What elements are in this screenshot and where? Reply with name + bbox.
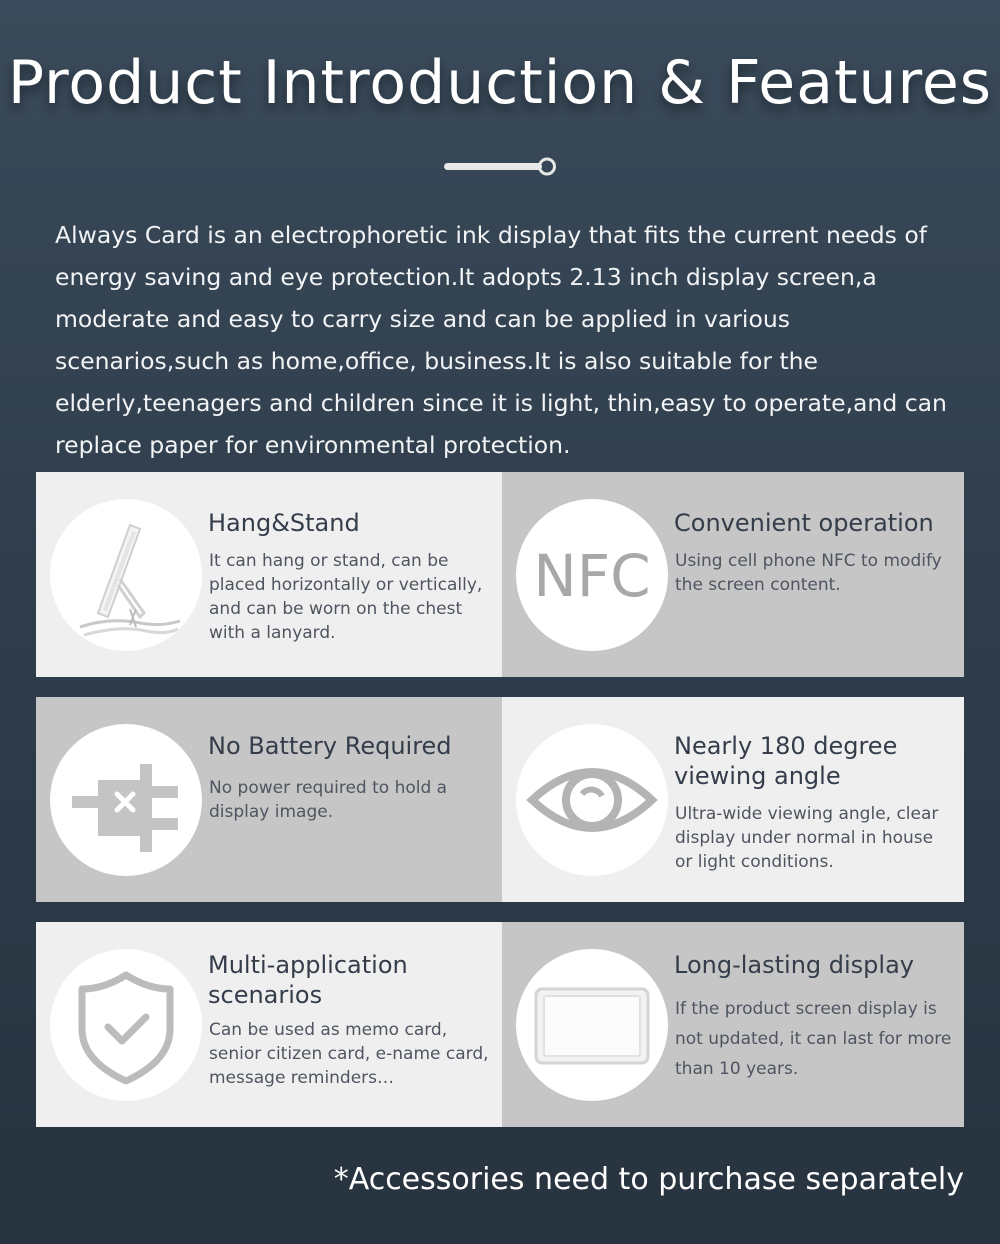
- accessories-note: *Accessories need to purchase separately: [333, 1162, 964, 1197]
- intro-paragraph: Always Card is an electrophoretic ink display that fits the current needs of energy saving and eye protection.It adopts 2.13 inch display screen,a moderate and easy to carry size and can be applied in various scenarios,such as home,office, business.It is also suitable for the elderly,teenagers and children since it is light, thin,easy to operate,and can replace paper for environmental protection.: [55, 221, 947, 459]
- display-screen-icon: [516, 949, 668, 1101]
- nfc-icon: [516, 499, 668, 651]
- feature-card-long-lasting: [502, 922, 964, 1127]
- feature-description: Ultra-wide viewing angle, clear display under normal in house or light conditions.: [675, 804, 939, 872]
- feature-card-hang-stand: [36, 472, 502, 677]
- no-power-plug-icon: [50, 724, 202, 876]
- feature-title: Nearly 180 degree viewing angle: [674, 732, 898, 790]
- feature-description: It can hang or stand, can be placed horizontally or vertically, and can be worn on the chest with a lanyard.: [209, 551, 483, 643]
- feature-card-multi-application: [36, 922, 502, 1127]
- feature-card-no-battery: [36, 697, 502, 902]
- feature-title: No Battery Required: [208, 732, 452, 760]
- feature-card-convenient-operation: [502, 472, 964, 677]
- feature-title: Long-lasting display: [674, 951, 914, 979]
- feature-description: If the product screen display is not updated, it can last for more than 10 years.: [675, 999, 952, 1079]
- eye-icon: [516, 724, 668, 876]
- feature-title: Convenient operation: [674, 509, 934, 537]
- slider-line-icon: [444, 156, 558, 178]
- feature-description: No power required to hold a display image.: [209, 778, 448, 822]
- stand-lanyard-icon: [50, 499, 202, 651]
- shield-check-icon: [50, 949, 202, 1101]
- feature-card-viewing-angle: [502, 697, 964, 902]
- feature-title: Hang&Stand: [208, 509, 360, 537]
- feature-description: Using cell phone NFC to modify the screen content.: [675, 551, 942, 595]
- nfc-icon-label: NFC: [533, 542, 651, 610]
- feature-title: Multi-application scenarios: [208, 951, 408, 1009]
- page-title: Product Introduction & Features: [7, 48, 993, 118]
- feature-description: Can be used as memo card, senior citizen card, e-name card, message reminders…: [209, 1020, 489, 1088]
